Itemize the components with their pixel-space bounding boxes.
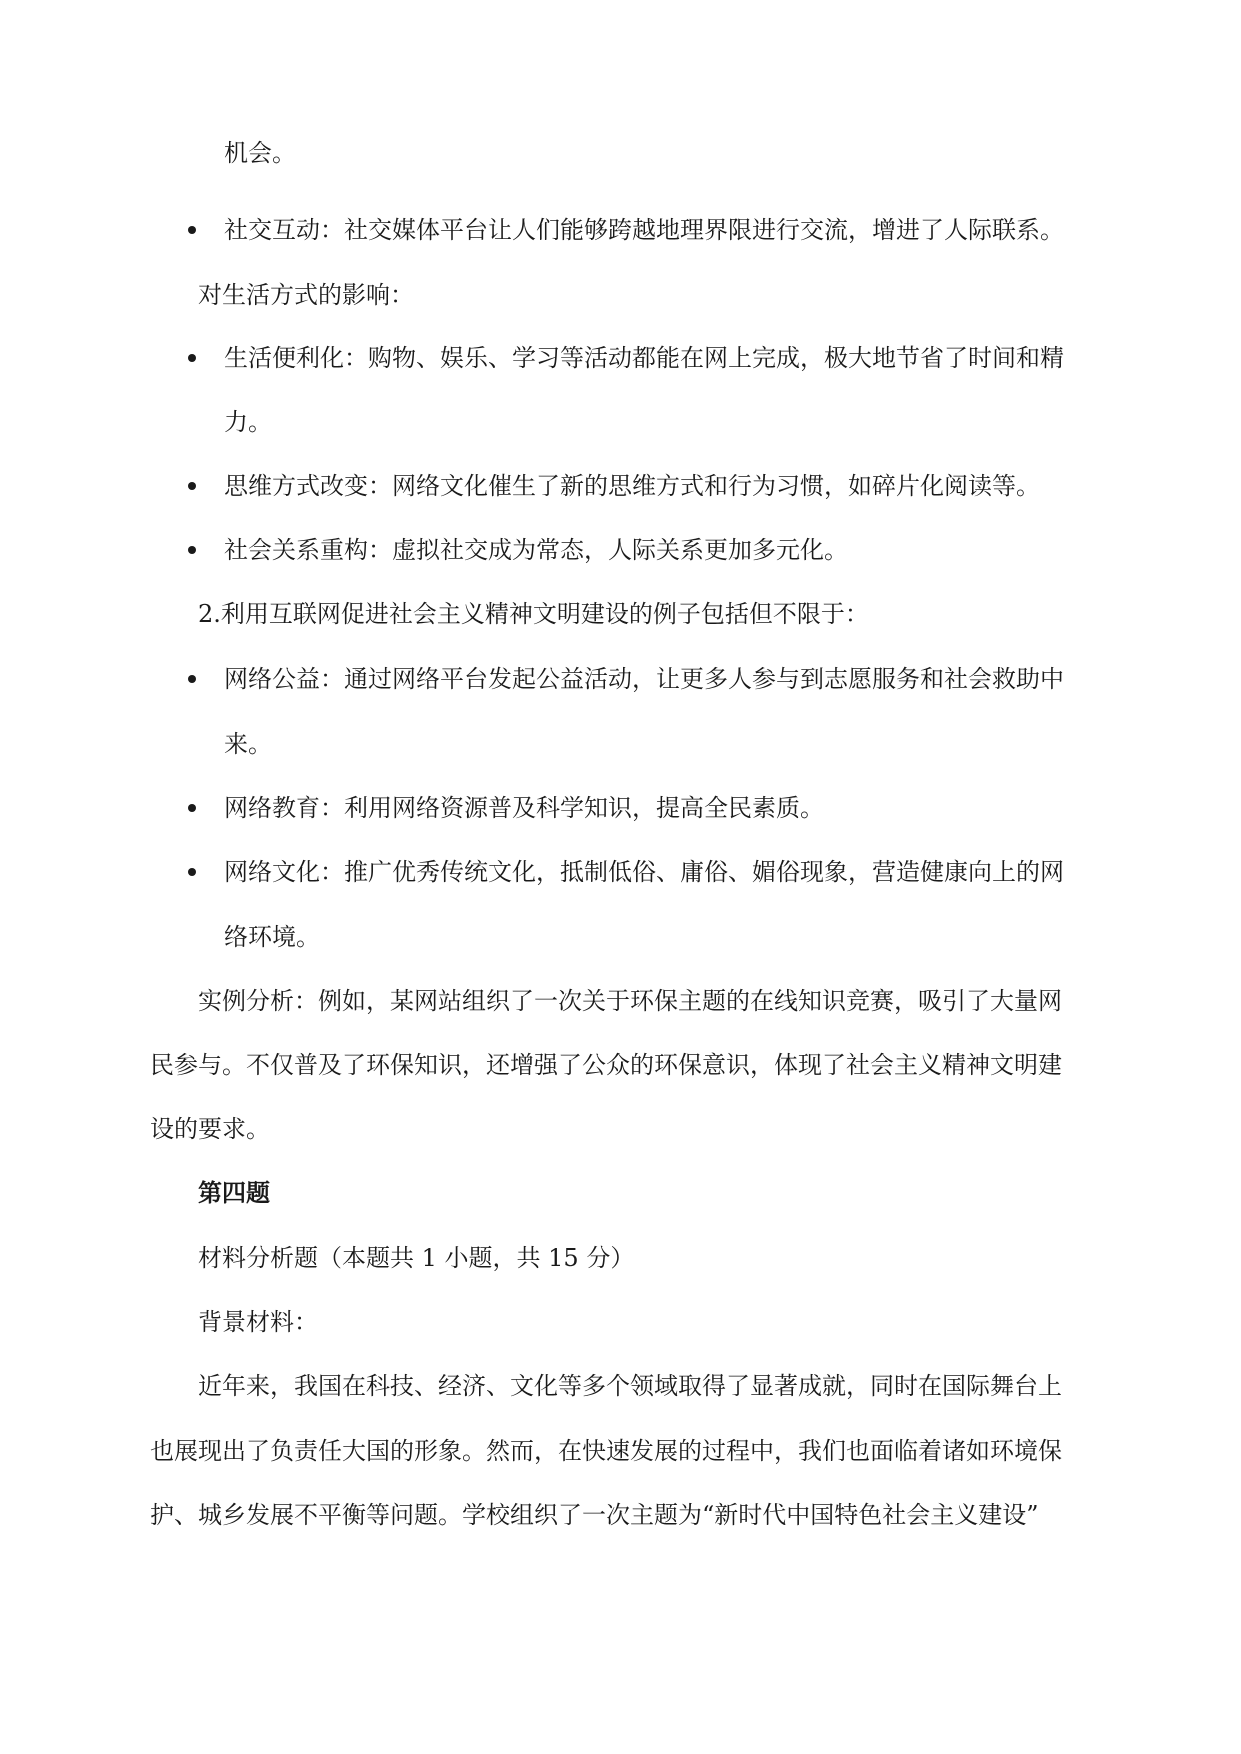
- list-item: 思维方式改变：网络文化催生了新的思维方式和行为习惯，如碎片化阅读等。: [224, 472, 1040, 500]
- list-item-continuation: 力。: [224, 408, 272, 436]
- paragraph-line: 民参与。不仅普及了环保知识，还增强了公众的环保意识，体现了社会主义精神文明建: [150, 1051, 1062, 1079]
- section-heading: 2.利用互联网促进社会主义精神文明建设的例子包括但不限于：: [198, 600, 869, 628]
- bullet-icon: [188, 482, 196, 490]
- list-item: 网络教育：利用网络资源普及科学知识，提高全民素质。: [224, 794, 824, 822]
- bullet-icon: [188, 804, 196, 812]
- bullet-icon: [188, 546, 196, 554]
- list-item: 生活便利化：购物、娱乐、学习等活动都能在网上完成，极大地节省了时间和精: [224, 344, 1064, 372]
- list-item-continuation: 络环境。: [224, 923, 320, 951]
- question-subtitle: 材料分析题（本题共 1 小题，共 15 分）: [198, 1244, 635, 1272]
- list-item: 网络公益：通过网络平台发起公益活动，让更多人参与到志愿服务和社会救助中: [224, 665, 1064, 693]
- list-item-continuation: 来。: [224, 730, 272, 758]
- paragraph-line: 近年来，我国在科技、经济、文化等多个领域取得了显著成就，同时在国际舞台上: [198, 1372, 1062, 1400]
- paragraph-line: 也展现出了负责任大国的形象。然而，在快速发展的过程中，我们也面临着诸如环境保: [150, 1437, 1062, 1465]
- paragraph-line: 护、城乡发展不平衡等问题。学校组织了一次主题为“新时代中国特色社会主义建设”: [150, 1501, 1039, 1529]
- list-item-continuation: 机会。: [224, 139, 296, 167]
- paragraph-line: 设的要求。: [150, 1115, 270, 1143]
- list-item: 社交互动：社交媒体平台让人们能够跨越地理界限进行交流，增进了人际联系。: [224, 216, 1064, 244]
- bullet-icon: [188, 226, 196, 234]
- question-title: 第四题: [198, 1178, 270, 1207]
- list-item: 网络文化：推广优秀传统文化，抵制低俗、庸俗、媚俗现象，营造健康向上的网: [224, 858, 1064, 886]
- list-item: 社会关系重构：虚拟社交成为常态，人际关系更加多元化。: [224, 536, 848, 564]
- paragraph-line: 实例分析：例如，某网站组织了一次关于环保主题的在线知识竞赛，吸引了大量网: [198, 987, 1062, 1015]
- bullet-icon: [188, 675, 196, 683]
- bullet-icon: [188, 354, 196, 362]
- bullet-icon: [188, 868, 196, 876]
- background-label: 背景材料：: [198, 1308, 318, 1336]
- section-heading: 对生活方式的影响：: [198, 281, 414, 309]
